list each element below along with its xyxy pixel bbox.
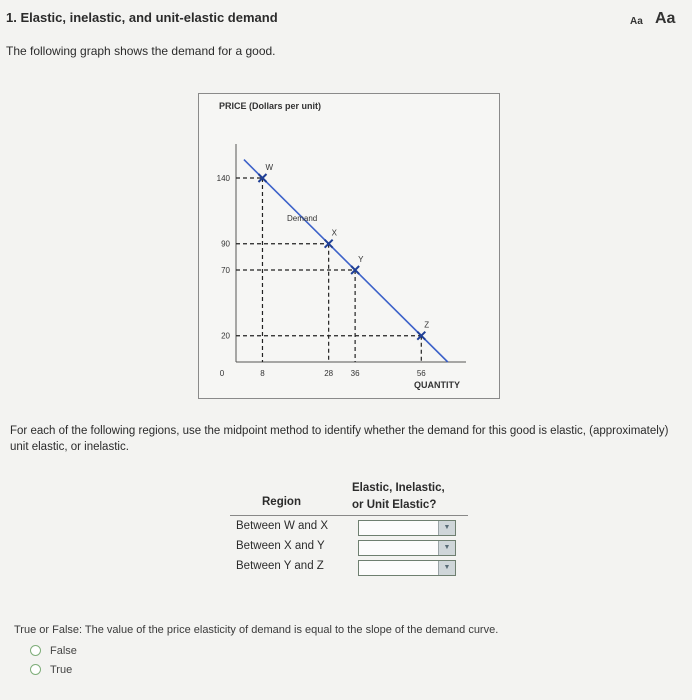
region-column-header: Region [262, 496, 301, 508]
demand-chart-svg [199, 94, 499, 398]
y-tick-label: 140 [216, 174, 230, 183]
demand-graph [198, 93, 500, 399]
radio-option-true[interactable] [30, 664, 72, 676]
chevron-down-icon[interactable]: ▼ [438, 561, 455, 575]
x-tick-label: 56 [416, 369, 426, 378]
table-header-divider [230, 515, 468, 516]
demand-curve [244, 160, 448, 362]
y-tick-label: 70 [221, 266, 230, 275]
region-label-x-y: Between X and Y [236, 540, 325, 552]
elasticity-header-line2: or Unit Elastic? [352, 499, 437, 511]
point-label-x: X [331, 228, 337, 238]
elasticity-column-header [352, 480, 445, 514]
elasticity-select-x-y[interactable] [358, 540, 456, 556]
chevron-down-icon[interactable]: ▼ [438, 521, 455, 535]
radio-circle-icon[interactable] [30, 664, 41, 675]
x-tick-label: 0 [219, 369, 225, 378]
elasticity-select-y-z[interactable] [358, 560, 456, 576]
radio-option-false[interactable] [30, 645, 77, 657]
y-tick-label: 90 [221, 239, 230, 249]
chevron-down-icon[interactable]: ▼ [438, 541, 455, 555]
radio-circle-icon[interactable] [30, 645, 41, 656]
elasticity-select-w-x[interactable] [358, 520, 456, 536]
font-size-increase-button[interactable]: Aa [655, 10, 676, 27]
y-tick-label: 20 [221, 331, 230, 341]
demand-curve-label: Demand [287, 214, 318, 223]
instructions-text: For each of the following regions, use the midpoint method to identify whether the demand for this good is elastic, (approximately) unit elastic, or inelastic. [10, 425, 669, 453]
point-label-w: W [265, 163, 274, 172]
x-tick-label: 8 [260, 369, 265, 378]
point-label-y: Y [358, 255, 364, 264]
region-label-y-z: Between Y and Z [236, 560, 324, 572]
intro-text: The following graph shows the demand for a good. [6, 44, 276, 58]
y-axis-title: PRICE (Dollars per unit) [219, 101, 322, 111]
font-size-decrease-button[interactable]: Aa [630, 16, 643, 27]
radio-label-false: False [50, 645, 77, 657]
x-axis-title: QUANTITY [414, 380, 460, 390]
elasticity-header-line1: Elastic, Inelastic, [352, 482, 445, 494]
true-false-question: True or False: The value of the price elasticity of demand is equal to the slope of the demand curve. [14, 624, 499, 636]
question-title: 1. Elastic, inelastic, and unit-elastic demand [6, 10, 278, 25]
x-tick-label: 36 [350, 369, 360, 378]
radio-label-true: True [50, 664, 73, 676]
point-label-z: Z [424, 320, 430, 330]
x-tick-label: 28 [324, 369, 334, 378]
region-label-w-x: Between W and X [236, 520, 329, 532]
